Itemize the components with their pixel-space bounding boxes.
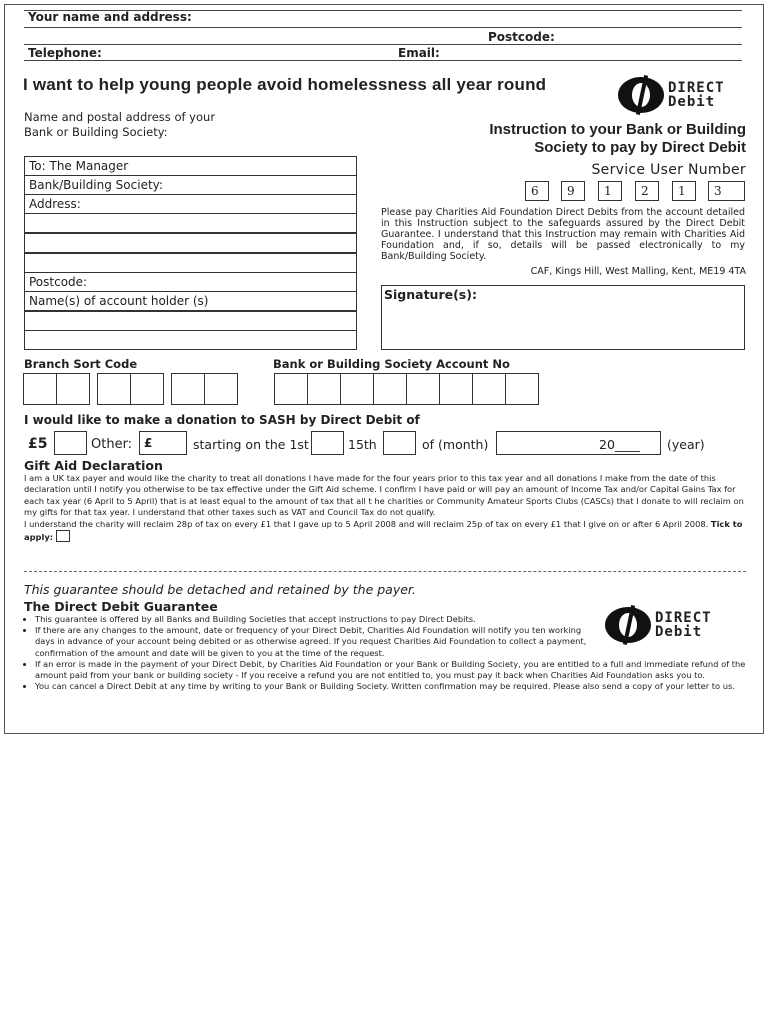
account-holders-line-3[interactable] [24, 330, 357, 350]
logo-text-line1: DIRECT [668, 80, 725, 96]
year-prefix: 20____ [599, 437, 640, 452]
account-no-digit[interactable] [307, 373, 341, 405]
guarantee-item: • You can cancel a Direct Debit at any time by writing to your Bank or Building Society. Written confirmation may be required. Please also send a copy of your letter to us. [35, 681, 753, 692]
guarantee-item: • This guarantee is offered by all Banks and Building Societies that accept instructions to pay Direct Debits. [35, 614, 753, 625]
instruction-title-line2: Society to pay by Direct Debit [534, 139, 746, 156]
page-title: I want to help young people avoid homelessness all year round [23, 75, 547, 94]
account-no-digit[interactable] [373, 373, 407, 405]
bank-prompt [24, 110, 215, 140]
service-user-digit: 6 [525, 181, 549, 201]
sort-code-digit[interactable] [97, 373, 131, 405]
instruction-title-line1: Instruction to your Bank or Building [489, 121, 746, 138]
guarantee-item: • If an error is made in the payment of your Direct Debit, by Charities Aid Foundation or your Bank or Building Society, you are entitled to a full and immediate refund of the amount paid from your bank or building society - If you receive a refund you are not entitled to, you must pay it back when Charities Aid Foundation asks you to. [35, 659, 753, 681]
manager-label: To: The Manager [29, 159, 129, 173]
logo-text-line2: Debit [668, 94, 716, 110]
guarantee-title: The Direct Debit Guarantee [24, 599, 218, 614]
month-year-input[interactable] [496, 431, 661, 455]
manager-field[interactable] [24, 156, 357, 176]
gift-aid-paragraph: I am a UK tax payer and would like the charity to treat all donations I have made for the four years prior to this tax year and all donations I make from the date of this declaration until I notify you otherwise to be tax effective under the Gift Aid scheme. I confirm I have paid or will pay an amount of Income Tax and/or Capital Gains Tax for each tax year (6 April to 5 April) that is at least equal to the amount of tax that all t he charities or Community Amateur Sports Clubs (CASCs) that I donate to will reclaim on my gifts for that tax year. I understand that other taxes such as VAT and Council Tax do not qualify. [24, 473, 744, 518]
sort-code-digit[interactable] [56, 373, 90, 405]
detach-note: This guarantee should be detached and retained by the payer. [24, 582, 416, 597]
account-no-digit[interactable] [340, 373, 374, 405]
account-no-digit[interactable] [439, 373, 473, 405]
sort-code-digit[interactable] [130, 373, 164, 405]
bank-prompt-line2: Bank or Building Society: [24, 125, 168, 139]
address-line-4[interactable] [24, 253, 357, 273]
postcode-label: Postcode: [488, 30, 555, 44]
other-amount-input[interactable] [139, 431, 187, 455]
direct-debit-logo [618, 77, 725, 113]
account-no-digit[interactable] [406, 373, 440, 405]
detach-line [24, 571, 746, 572]
bank-name-label: Bank/Building Society: [29, 178, 163, 192]
address-line-3[interactable] [24, 233, 357, 253]
service-user-label: Service User Number [591, 162, 746, 178]
name-address-label: Your name and address: [28, 10, 192, 24]
direct-debit-icon [618, 77, 664, 113]
instruction-title [489, 121, 746, 157]
account-holders-label: Name(s) of account holder (s) [29, 294, 209, 308]
gift-aid-text [24, 473, 746, 543]
five-pound-label: £5 [28, 436, 48, 452]
account-no-digit[interactable] [472, 373, 506, 405]
tick-to-apply-label: Tick to apply: [24, 518, 743, 543]
service-user-digit: 1 [672, 181, 696, 201]
service-user-digit: 1 [598, 181, 622, 201]
guarantee-list [24, 614, 753, 692]
rule [24, 60, 742, 61]
bank-postcode-label: Postcode: [29, 275, 88, 289]
account-holders-field[interactable] [24, 291, 357, 311]
account-no-digit[interactable] [505, 373, 539, 405]
pound-sign: £ [144, 436, 153, 450]
fifteenth-checkbox[interactable] [383, 431, 416, 455]
bank-postcode-field[interactable] [24, 272, 357, 292]
service-user-digit: 9 [561, 181, 585, 201]
rule [24, 27, 742, 28]
gift-aid-checkbox[interactable] [56, 530, 70, 542]
month-label: of (month) [422, 437, 489, 452]
other-label: Other: [91, 437, 133, 452]
starting-label: starting on the 1st [193, 437, 309, 452]
logo-text-line1: DIRECT [655, 610, 712, 626]
address-label: Address: [29, 197, 81, 211]
telephone-label: Telephone: [28, 46, 102, 60]
account-holders-line-2[interactable] [24, 311, 357, 331]
first-of-month-checkbox[interactable] [311, 431, 344, 455]
year-label: (year) [667, 437, 705, 452]
gift-aid-paragraph: I understand the charity will reclaim 28p of tax on every £1 that I gave up to 5 April 2008 and will reclaim 25p of tax on every £1 that I give on or after 6 April 2008. [24, 518, 709, 529]
logo-text-line2: Debit [655, 624, 703, 640]
caf-address: CAF, Kings Hill, West Malling, Kent, ME19 4TA [530, 266, 746, 277]
service-user-digit: 2 [635, 181, 659, 201]
gift-aid-title: Gift Aid Declaration [24, 458, 163, 473]
rule [24, 44, 742, 45]
bank-name-field[interactable] [24, 175, 357, 195]
account-no-digit[interactable] [274, 373, 308, 405]
service-user-digit: 3 [708, 181, 745, 201]
five-pound-checkbox[interactable] [54, 431, 87, 455]
sort-code-digit[interactable] [23, 373, 57, 405]
donation-heading: I would like to make a donation to SASH by Direct Debit of [24, 413, 420, 427]
bank-prompt-line1: Name and postal address of your [24, 110, 216, 124]
signature-label: Signature(s): [384, 287, 477, 302]
address-line-2[interactable] [24, 213, 357, 233]
email-label: Email: [398, 46, 440, 60]
guarantee-item: • If there are any changes to the amount, date or frequency of your Direct Debit, Charities Aid Foundation will notify you ten working days in advance of your account being debited or as otherwise agreed. If you request Charities Aid Foundation to collect a payment, confirmation of the amount and date will be given to you at the time of the request. [35, 625, 753, 659]
address-field[interactable] [24, 194, 357, 214]
signature-box[interactable] [381, 285, 745, 350]
sort-code-digit[interactable] [204, 373, 238, 405]
sort-code-label: Branch Sort Code [24, 357, 138, 371]
account-no-label: Bank or Building Society Account No [273, 357, 510, 371]
fifteenth-label: 15th [348, 437, 377, 452]
instruction-text: Please pay Charities Aid Foundation Direct Debits from the account detailed in this Instruction subject to the safeguards assured by the Direct Debit Guarantee. I understand that this Instruction may remain with Charities Aid Foundation and, if so, details will be passed electronically to my Bank/Building Society. [381, 207, 745, 262]
sort-code-digit[interactable] [171, 373, 205, 405]
